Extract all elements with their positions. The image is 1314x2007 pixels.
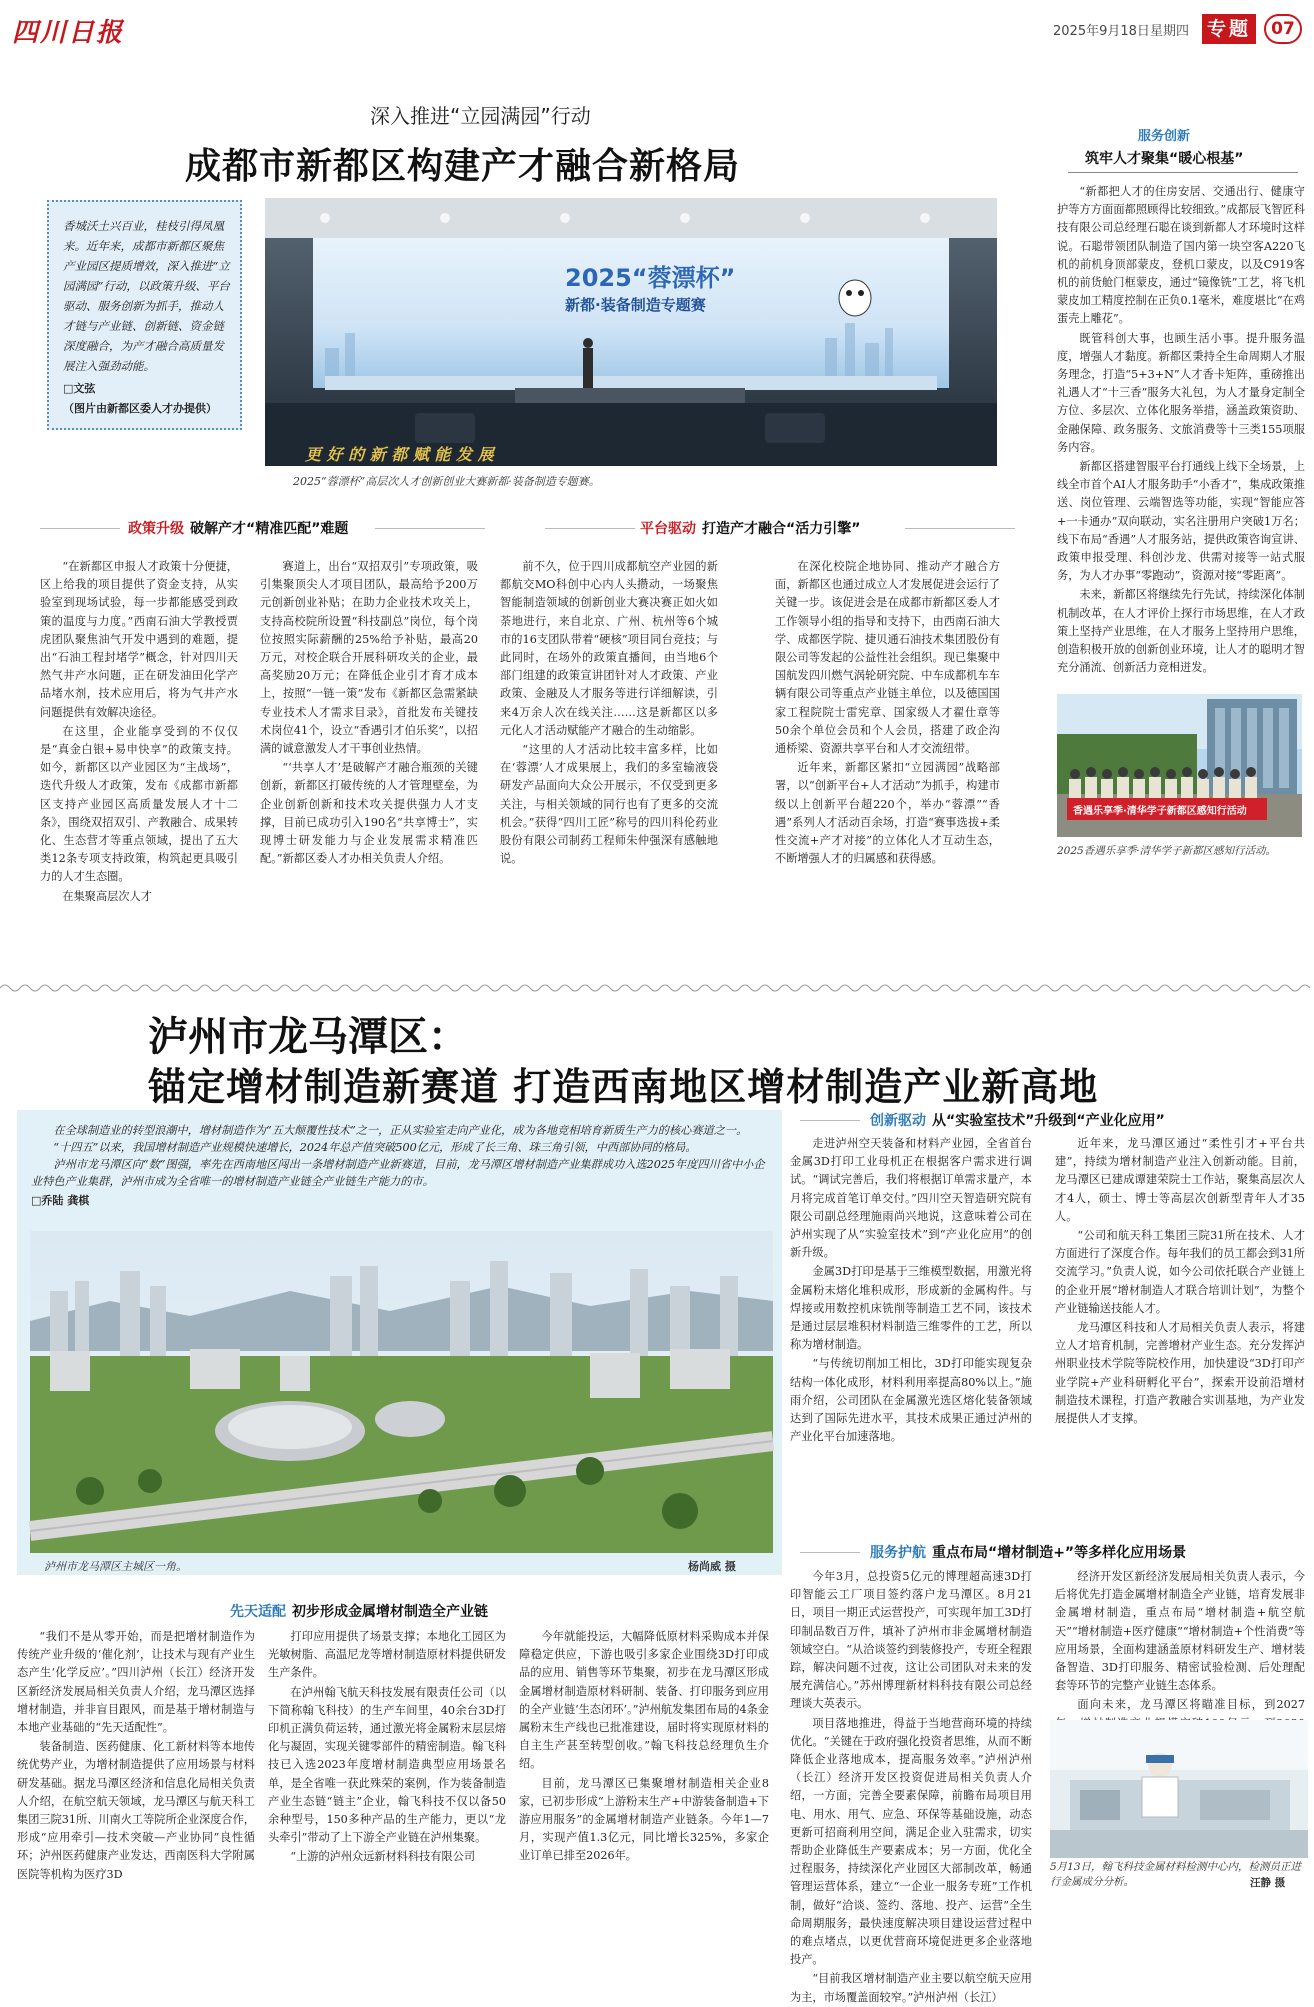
masthead [0,0,1314,56]
paragraph: 未来，新都区将继续先行先试，持续深化体制机制改革，在人才评价上探行市场思维，在人才政策上坚持产业思维，在人才服务上坚持用户思维，创造积极开放的创新创业环境，让人才的聪明才智充分涌流、创新活力竞相迸发。 [1057,588,1305,675]
story2-main-photo [30,1231,773,1553]
paragraph: 在深化校院企地协同、推动产才融合方面，新都区也通过成立人才发展促进会运行了关键一步。该促进会是在成都市新都区委人才工作领导小组的指导和支持下，由西南石油大学、成都医学院、捷贝通石油技术集团股份有限公司等发起的公益性社会组织。现已集聚中国航发四川燃气涡轮研究院、中车成都机车车辆有限公司等重点产业链主单位，以及德国国家工程院院士雷宪章、国家级人才翟仕章等50余个单位会员和个人会员，搭建了政企沟通桥梁、资源共享平台和人才交流纽带。 [775,560,1000,756]
subhead-title: 初步形成金属增材制造全产业链 [292,1604,488,1620]
paragraph: “与传统切削加工相比，3D打印能实现复杂结构一体化成形，材料利用率提高80%以上。”施雨介绍，公司团队在金属激光选区熔化装备领域达到了国际先进水平，其技术成果正通过泸州的产业化平台加速落地。 [790,1357,1032,1444]
subhead-rule [800,1120,860,1121]
paragraph: 面向未来，龙马潭区将瞄准目标，到2027 [1077,1698,1305,1712]
story1-photo-caption: 2025“蓉漂杯”高层次人才创新创业大赛新都·装备制造专题赛。 [293,475,600,488]
floor-banner: 更 好 的 新 都 赋 能 发 展 [305,445,494,464]
subhead-rule [545,528,635,529]
sidebar-title: 筑牢人才聚集“暖心根基” [1085,151,1244,167]
story1-column-2 [260,558,478,903]
story2-photo-credit: 杨尚威 摄 [688,1560,736,1573]
issue-weekday: 星期四 [1150,24,1190,39]
group-banner: 香遇乐享季·清华学子新都区感知行活动 [1073,806,1247,817]
paragraph: 项目落地推进，得益于当地营商环境的持续优化。“关键在于政府强化投资者思维，从而不断降低企业落地成本，提高服务效率。”泸州泸州（长江）经济开发区投资促进局相关负责人介绍，一方面，完善全要素保障，前瞻布局项目用电、用水、用气、应急、环保等基础设施，动态更新可招商利用空间，满足企业入驻需求，切实帮助企业降低生产要素成本；另一方面，优化全过程服务，持续深化产业园区大部制改革，畅通管理运营体系，建立“一企业一服务专班”工作机制，做好“洽谈、签约、落地、投产、运营”全生命周期服务，最快速度解决项目建设运营过程中的难点堵点，以更优营商环境促进更多企业落地投产。 [790,1716,1032,1967]
subhead-tag: 平台驱动 [640,521,696,537]
subhead-rule [375,528,485,529]
paragraph: 既管科创大事，也顾生活小事。提升服务温度，增强人才黏度。新都区秉持全生命周期人才服务理念，打造“5+3+N”人才香卡矩阵，重磅推出礼遇人才“十三香”服务大礼包，为人才量身定制全方位、多层次、立体化服务举措，涵盖政策资助、金融保障、政务服务、文旅消费等十三类155项服务内容。 [1057,331,1305,454]
story2-byline: □乔陆 龚棋 [31,1194,90,1207]
subhead-tag: 政策升级 [128,521,184,537]
story2-column-g [519,1628,769,1890]
section-tag: 专题 [1202,14,1256,44]
paragraph: 赛道上，出台“双招双引”专项政策，吸引集聚顶尖人才项目团队，最高给予200万元创新创业补贴；在助力企业技术攻关上，支持高校院所设置“科技副总”岗位，每个岗位按照实际薪酬的25%给予补贴，最高20万元，对校企联合开展科研攻关的企业，最高奖励20万元；在降低企业引才育才成本上，按照“一链一策”发布《新都区急需紧缺专业技术人才需求目录》，首批发布关键技术岗位41个，设立“香遇引才伯乐奖”，以招满的诚意激发人才干事创业热情。 [260,560,478,756]
city-aerial-photo [30,1231,773,1553]
story2-lab-photo-credit: 汪静 摄 [1250,1877,1286,1889]
story2-column-f [268,1628,506,1890]
story2-photo-caption: 泸州市龙马潭区主城区一角。 [44,1560,187,1573]
story1-lead-text: 香城沃土兴百业，桂枝引得凤凰来。近年来，成都市新都区聚焦产业园区提质增效，深入推进“立园满园”行动，以政策升级、平台驱动、服务创新为抓手，推动人才链与产业链、创新链、资金链深度融合，为产才融合高质量发展注入强劲动能。 [63,219,230,373]
subhead-title: 重点布局“增材制造+”等多样化应用场景 [932,1545,1187,1561]
story2-lab-photo-caption: 5月13日，翰飞科技金属材料检测中心内，检测员正进行金属成分分析。 [1050,1861,1302,1888]
story1-headline: 成都市新都区构建产才融合新格局 [185,146,741,187]
subhead-title: 破解产才“精准匹配”难题 [190,521,349,537]
paragraph: 经济开发区新经济发展局相关负责人表示，今后将优先打造金属增材制造全产业链，培育发展非金属增材制造，重点布局“增材制造+航空航天”“增材制造+医疗健康”“增材制造+个性消费”等应用场景，全面构建涵盖原材料研发生产、增材装备智造、3D打印服务、精密试验检测、后处理配套等环节的完整产业链生态体系。 [1055,1570,1305,1693]
story2-subhead-service [870,1542,1186,1562]
sidebar-group-photo [1057,694,1302,837]
story2-headline-line1: 泸州市龙马潭区： [148,1014,468,1060]
paragraph: 前不久，位于四川成都航空产业园的新都航交MO科创中心内人头攒动，一场聚焦智能制造领域的创新创业大赛决赛正如火如荼地进行，来自北京、广州、杭州等6个城市的16支团队带着“硬核”项目同台竞技；与此同时，在场外的政策直播间，由当地6个部门组建的政策宣讲团针对人才政策、产业政策、金融及人才服务等进行详细解读，引来4万余人次在线关注……这是新都区以多元化人才活动赋能产才融合的生动缩影。 [500,560,718,737]
subhead-rule [905,528,1015,529]
group-photo [1057,694,1302,837]
subhead-rule [800,1552,860,1553]
story1-byline: □文弦 [63,382,96,395]
paragraph: “目前我区增材制造产业主要以航空航天应用为主，市场覆盖面较窄。”泸州泸州（长江） [790,1972,1032,2004]
story-divider [0,982,1314,994]
story2-column-c [790,1568,1032,2004]
story1-subhead-policy [128,518,348,538]
story2-column-a [790,1135,1032,1533]
paragraph: 在全球制造业的转型浪潮中，增材制造作为“五大颠覆性技术”之一，正从实验室走向产业化，成为各地竞相培育新质生产力的核心赛道之一。 [53,1124,748,1137]
paragraph: 今年就能投运，大幅降低原材料采购成本并保障稳定供应，下游也吸引多家企业围绕3D打印成品的应用、销售等环节集聚，初步在龙马潭区形成金属增材制造原材料研制、装备、打印服务到应用的全产业链‘生态闭环’。”泸州航发集团布局的4条金属粉末生产线也已批准建设，届时将实现原材料的自主生产甚至转型创收。”翰飞科技总经理负生介绍。 [519,1630,769,1771]
story2-column-e [17,1628,255,1890]
newspaper-name[interactable]: 四川日报 [12,18,125,48]
paragraph: 近年来，龙马潭区通过“柔性引才+平台共建”，持续为增材制造产业注入创新动能。目前，龙马潭区已建成谭建荣院士工作站，聚集高层次人才4人，硕士、博士等高层次创新型青年人才35人。 [1055,1137,1305,1223]
sidebar-label: 服务创新 [1138,129,1191,144]
story1-kicker: 深入推进“立园满园”行动 [370,104,591,128]
story2-column-d [1055,1568,1305,1713]
story1-main-photo [265,198,997,466]
paragraph: 龙马潭区科技和人才局相关负责人表示，将建立人才培育机制，完善增材产业生态。充分发挥泸州职业技术学院等院校作用，加快建设“3D打印产业学院+产业科研孵化平台”，探索开设前沿增材制造技术课程，打造产教融合实训基地，为产业发展提供人才支撑。 [1055,1321,1305,1426]
story1-column-1 [40,558,238,903]
screen-subtitle: 新都·装备制造专题赛 [565,296,706,314]
story2-subhead-innovation [870,1110,1165,1130]
paragraph: “在新都区申报人才政策十分便捷，区上给我的项目提供了资金支持，从实验室到现场试验，每一步都能感受到政策的温度与力度。”西南石油大学教授贾虎团队聚焦油气开发中遇到的难题，提出“石油工程封堵学”概念，针对四川天然气井产水问题，正在研发油田化学产品堵水剂，技术应用后，将为气井产水问题提供有效解决途径。 [40,560,238,719]
subhead-title: 打造产才融合“活力引擎” [702,521,861,537]
paragraph: 泸州市龙马潭区向“数”图强，率先在西南地区闯出一条增材制造产业新赛道，目前，龙马潭区增材制造产业集群成功入选2025年度四川省中小企业特色产业集群，泸州市成为全省唯一的增材制造产业链全产业链生产能力的市。 [31,1158,765,1188]
paragraph: 装备制造、医药健康、化工新材料等本地传统优势产业，为增材制造提供了应用场景与材料研发基础。据龙马潭区经济和信息化局相关负责人介绍，在航空航天领域，龙马潭区与航天科工集团三院31所、川南火工等院所企业深度合作，形成“应用牵引—技术突破—产业协同”良性循环；泸州医药健康产业发达，西南医科大学附属医院等机构为医疗3D [17,1740,255,1881]
paragraph: 新都区搭建智服平台打通线上线下全场景，上线全市首个AI人才服务助手“小香才”，集成政策推送、岗位管理、云端智选等功能，实现“智能应答+一卡通办”双向联动，实名注册用户突破1万名；线下布局“香遇”人才服务站，提供政策咨询宣讲、政策申报受理、科创沙龙、供需对接等一站式服务，为人才办事“零跑动”，资源对接“零距离”。 [1057,460,1305,583]
paragraph: “‘共享人才’是破解产才融合瓶颈的关键创新，新都区打破传统的人才管理壁垒，为企业创新创新和技术攻关提供强力人才支撑，目前已成功引入190名“共享博士”，实现博士研发能力与企业发展需求精准匹配。”新都区委人才办相关负责人介绍。 [260,761,478,866]
page-number: 07 [1264,14,1302,44]
story1-lead-box [47,200,242,430]
story1-subhead-platform [640,518,860,538]
paragraph: 在这里，企业能享受到的不仅仅是“真金白银+易申快享”的政策支持。如今，新都区以产业园区为“主战场”，迭代升级人才政策，发布《成都市新都区支持产业园区高质量发展人才十二条》，围绕双招双引、产教融合、成果转化、生态营才等重点领域，提出了五大类12条专项支持政策，构筑起更具吸引力的人才生态圈。 [40,724,238,884]
paragraph: 近年来，新都区紧扣“立园满园”战略部署，以“创新平台+人才活动”为抓手，构建市级以上创新平台超220个，举办“蓉漂”“香遇”系列人才活动百余场，打造“赛事选拔+柔性交流+产才对接”的立体化人才互动生态，不断增强人才的归属感和获得感。 [775,761,1000,866]
subhead-tag: 先天适配 [230,1604,286,1620]
paragraph: 今年3月，总投资5亿元的博理超高速3D打印智能云工厂项目签约落户龙马潭区。8月21日，项目一期正式运营投产，可实现年加工3D打印制品数百万件，填补了泸州市非金属增材制造领域空白。“从洽谈签约到装修投产，专班全程跟踪，解决问题不过夜，这让公司团队对未来的发展充满信心。”苏州博理新材料科技有限公司总经理谈大英表示。 [790,1570,1032,1711]
sidebar-photo-caption: 2025香遇乐享季·清华学子新都区感知行活动。 [1057,845,1277,857]
sidebar-rule [1068,172,1298,173]
subhead-tag: 创新驱动 [870,1113,926,1129]
subhead-rule [40,528,120,529]
story2-headline-line2: 锚定增材制造新赛道 打造西南地区增材制造产业新高地 [148,1065,1099,1109]
lab-photo [1050,1720,1308,1858]
paragraph: 在泸州翰飞航天科技发展有限责任公司（以下简称翰飞科技）的生产车间里，40余台3D打印机正满负荷运转，通过激光将金属粉末层层熔化与凝固，实现关键零部件的精密制造。翰飞科技已入选2023年度增材制造典型应用场景名单，是全省唯一获此殊荣的案例，作为装备制造产业生态链“链主”企业，翰飞科技不仅以备50余种型号，150多种产品的生产能力，更以“龙头牵引”带动了上下游全产业链在泸州集聚。 [268,1685,506,1845]
paragraph: 打印应用提供了场景支撑；本地化工园区为光敏树脂、高温尼龙等增材制造原材料提供研发生产条件。 [268,1630,506,1680]
paragraph: “公司和航天科工集团三院31所在技术、人才方面进行了深度合作。每年我们的员工都会到31所交流学习。”负责人说，如今公司依托联合产业链上的企业开展“增材制造人才联合培训计划”，为整个产业链输送技能人才。 [1055,1229,1305,1315]
story2-lab-photo [1050,1720,1308,1858]
issue-date: 2025年9月18日 [1053,24,1150,39]
story2-subhead-adaptation [230,1601,488,1621]
paragraph: 走进泸州空天装备和材料产业园，全省首台金属3D打印工业母机正在根据客户需求进行调试。“调试完善后，我们将根据订单需求量产，本月将完成首笔订单交付。”四川空天智造研究院有限公司副总经理施雨尚兴地说，这意味着公司在泸州实现了从“实验室技术”到“产业化应用”的创新升级。 [790,1137,1032,1260]
paragraph: 目前，龙马潭区已集聚增材制造相关企业8家，已初步形成“上游粉末生产+中游装备制造+下游应用服务”的金属增材制造产业链条。今年1—7月，实现产值1.3亿元，同比增长325%，多家企业订单已排至2026年。 [519,1776,769,1863]
story2-lead-text [31,1122,768,1190]
story2-column-b [1055,1135,1305,1533]
story1-column-3 [500,558,718,903]
paragraph: “这里的人才活动比较丰富多样，比如在‘蓉漂’人才成果展上，我们的多室输液袋研发产品面向大众公开展示，不仅受到更多关注，与相关领域的同行也有了更多的交流机会。”获得“四川工匠”称号的四川科伦药业股份有限公司制药工程师朱仲强深有感触地说。 [500,743,718,866]
paragraph: “十四五”以来，我国增材制造产业规模快速增长，2024年总产值突破500亿元，形成了长三角、珠三角引领，中西部协同的格局。 [53,1141,697,1154]
paragraph: 金属3D打印是基于三维模型数据，用激光将金属粉末熔化堆积成形，形成新的金属构件。与焊接或用数控机床铣削等制造工艺不同，该技术是通过层层堆积材料制造三维零件的工艺，所以称为增材制造。 [790,1265,1032,1352]
story1-photo-credit: （图片由新都区委人才办提供） [63,402,217,415]
subhead-tag: 服务护航 [870,1545,926,1561]
conference-photo [265,198,997,466]
paragraph: “上游的泸州众远新材料科技有限公司 [290,1850,476,1864]
story1-column-4 [775,558,1000,903]
paragraph: “新都把人才的住房安居、交通出行、健康守护等方方面面都照顾得比较细致。”成都辰飞智匠科技有限公司总经理石聪在谈到新都人才环境时这样说。石聪带领团队制造了国内第一块空客A220飞机的前机身顶部蒙皮，登机口蒙皮，以及C919客机的前货舱门框蒙皮，通过“镜像铣”工艺，将飞机蒙皮加工精度控制在正负0.1毫米，难度堪比“在鸡蛋壳上雕花”。 [1057,185,1305,326]
sidebar-column [1057,183,1305,685]
paragraph: “我们不是从零开始，而是把增材制造作为传统产业升级的‘催化剂’，让技术与现有产业生态产生‘化学反应’。”四川泸州（长江）经济开发区新经济发展局相关负责人介绍，龙马潭区选择增材制造，并非盲目跟风，而是基于增材制造与本地产业基础的“先天适配性”。 [17,1630,255,1735]
screen-title: 2025“蓉漂杯” [565,264,736,292]
subhead-title: 从“实验室技术”升级到“产业化应用” [932,1113,1165,1129]
paragraph: 在集聚高层次人才 [62,889,152,903]
